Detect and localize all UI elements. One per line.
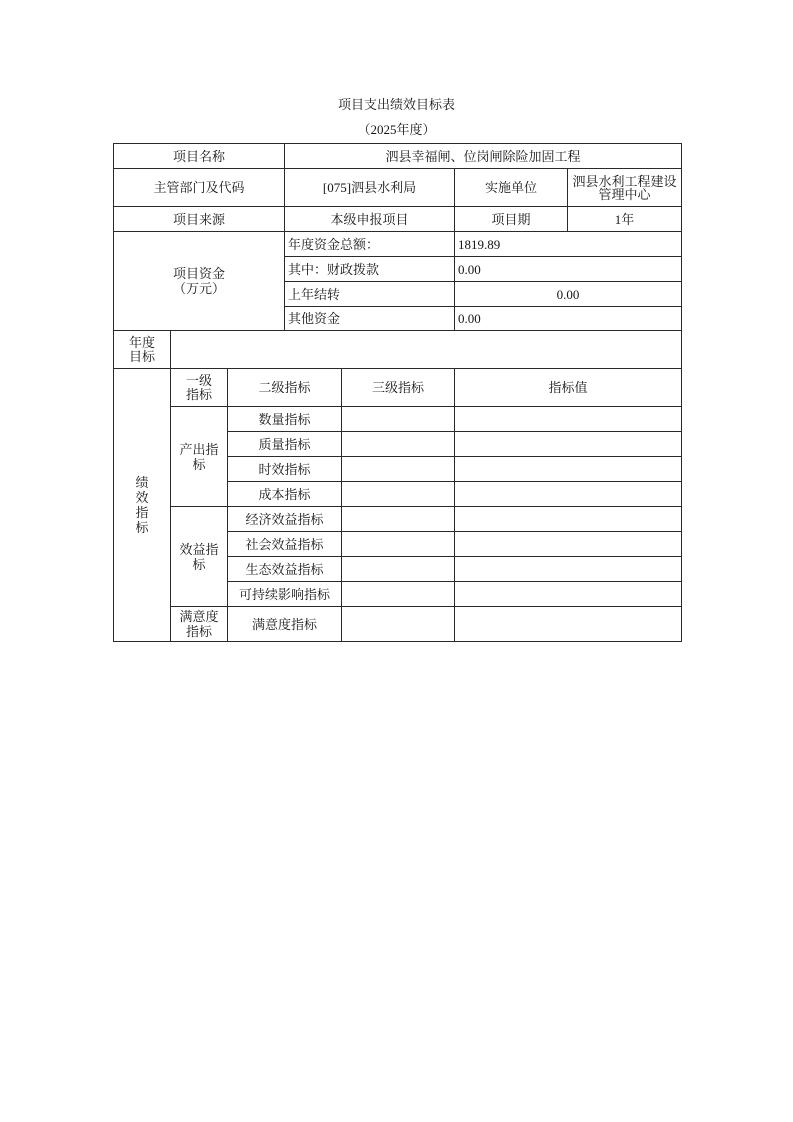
row-department bbox=[114, 169, 682, 207]
project-name-value: 泗县幸福闸、位岗闸除险加固工程 bbox=[285, 144, 682, 169]
project-source-label: 项目来源 bbox=[114, 207, 285, 232]
indicator-level3 bbox=[342, 457, 455, 482]
indicator-level3 bbox=[342, 482, 455, 507]
project-period-label: 项目期 bbox=[455, 207, 568, 232]
annual-goal-label-cell bbox=[114, 331, 171, 369]
funds-fiscal-value: 0.00 bbox=[455, 257, 682, 282]
project-name-label: 项目名称 bbox=[114, 144, 285, 169]
indicator-value bbox=[455, 507, 682, 532]
implementing-unit-label: 实施单位 bbox=[455, 169, 568, 207]
table-row bbox=[114, 407, 682, 432]
indicator-value bbox=[455, 482, 682, 507]
indicator-value bbox=[455, 407, 682, 432]
table-row bbox=[114, 507, 682, 532]
indicator-level3 bbox=[342, 407, 455, 432]
performance-indicator-label-cell bbox=[114, 369, 171, 642]
funds-other-label: 其他资金 bbox=[285, 307, 455, 331]
funds-total-value: 1819.89 bbox=[455, 232, 682, 257]
document-subtitle: （2025年度） bbox=[357, 122, 436, 137]
indicator-level2: 社会效益指标 bbox=[228, 532, 342, 557]
indicator-level2: 生态效益指标 bbox=[228, 557, 342, 582]
indicator-level2: 满意度指标 bbox=[228, 607, 342, 642]
group-benefit-label: 效益指标 bbox=[171, 507, 228, 607]
department-value: [075]泗县水利局 bbox=[285, 169, 455, 207]
project-source-value: 本级申报项目 bbox=[285, 207, 455, 232]
row-source bbox=[114, 207, 682, 232]
indicator-level3 bbox=[342, 532, 455, 557]
indicator-level2: 经济效益指标 bbox=[228, 507, 342, 532]
row-project-name bbox=[114, 144, 682, 169]
indicator-value bbox=[455, 582, 682, 607]
indicator-level3 bbox=[342, 607, 455, 642]
project-period-value: 1年 bbox=[568, 207, 682, 232]
header-level1-cell bbox=[171, 369, 228, 407]
indicator-level3 bbox=[342, 507, 455, 532]
header-level2: 二级指标 bbox=[228, 369, 342, 407]
row-funds-total bbox=[114, 232, 682, 257]
row-annual-goal bbox=[114, 331, 682, 369]
indicator-value bbox=[455, 557, 682, 582]
document-title: 项目支出绩效目标表 bbox=[337, 97, 455, 112]
indicator-level3 bbox=[342, 557, 455, 582]
annual-goal-value bbox=[171, 331, 682, 369]
header-level3: 三级指标 bbox=[342, 369, 455, 407]
department-label: 主管部门及代码 bbox=[114, 169, 285, 207]
funds-total-label: 年度资金总额： bbox=[285, 232, 455, 257]
indicator-level2: 时效指标 bbox=[228, 457, 342, 482]
indicator-level2: 质量指标 bbox=[228, 432, 342, 457]
implementing-unit-value: 泗县水利工程建设管理中心 bbox=[568, 169, 682, 207]
funds-carryover-label: 上年结转 bbox=[285, 282, 455, 307]
indicator-level2: 成本指标 bbox=[228, 482, 342, 507]
header-value: 指标值 bbox=[455, 369, 682, 407]
indicator-value bbox=[455, 432, 682, 457]
header-level1: 一级指标 bbox=[185, 372, 212, 402]
indicator-level3 bbox=[342, 432, 455, 457]
indicator-value bbox=[455, 607, 682, 642]
indicator-level2: 可持续影响指标 bbox=[228, 582, 342, 607]
performance-target-table bbox=[113, 143, 682, 642]
group-output-label: 产出指标 bbox=[171, 407, 228, 507]
indicator-value bbox=[455, 532, 682, 557]
funds-fiscal-label: 其中：财政拨款 bbox=[285, 257, 455, 282]
project-funds-label: 项目资金（万元） bbox=[172, 266, 225, 296]
indicator-value bbox=[455, 457, 682, 482]
performance-indicator-label: 绩效指标 bbox=[135, 475, 149, 535]
indicator-level3 bbox=[342, 582, 455, 607]
annual-goal-label: 年度目标 bbox=[128, 334, 155, 364]
project-funds-label-cell bbox=[114, 232, 285, 331]
funds-other-value: 0.00 bbox=[455, 307, 682, 331]
funds-carryover-value: 0.00 bbox=[455, 282, 682, 307]
row-indicator-header bbox=[114, 369, 682, 407]
table-row bbox=[114, 607, 682, 642]
group-satisfaction-label: 满意度指标 bbox=[171, 607, 228, 642]
indicator-level2: 数量指标 bbox=[228, 407, 342, 432]
